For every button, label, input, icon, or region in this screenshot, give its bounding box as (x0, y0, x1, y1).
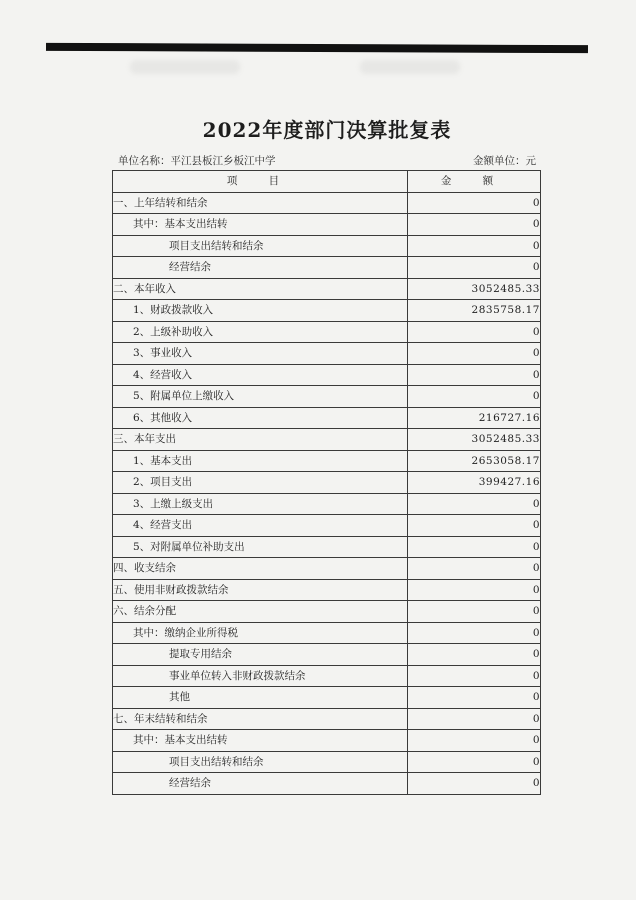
row-label: 其中：基本支出结转 (113, 730, 408, 752)
row-label: 五、使用非财政拨款结余 (113, 579, 408, 601)
row-amount: 0 (408, 558, 541, 580)
table-row (113, 278, 541, 300)
budget-approval-sheet (112, 118, 542, 795)
scan-smudge (130, 60, 240, 74)
table-row (113, 644, 541, 666)
row-amount: 0 (408, 386, 541, 408)
row-amount: 0 (408, 536, 541, 558)
table-row (113, 386, 541, 408)
table-row (113, 343, 541, 365)
table-row (113, 751, 541, 773)
row-label: 其他 (113, 687, 408, 709)
currency-unit-label: 金额单位：元 (473, 155, 536, 167)
row-label: 三、本年支出 (113, 429, 408, 451)
row-amount: 0 (408, 257, 541, 279)
table-header-row (113, 171, 541, 193)
row-amount: 0 (408, 601, 541, 623)
row-label: 5、附属单位上缴收入 (113, 386, 408, 408)
row-amount: 2653058.17 (408, 450, 541, 472)
table-row (113, 450, 541, 472)
table-row (113, 192, 541, 214)
document-meta (112, 154, 542, 168)
row-label: 5、对附属单位补助支出 (113, 536, 408, 558)
row-amount: 0 (408, 235, 541, 257)
scan-smudge (360, 60, 460, 74)
row-label: 提取专用结余 (113, 644, 408, 666)
row-label: 4、经营收入 (113, 364, 408, 386)
table-row (113, 214, 541, 236)
table-row (113, 622, 541, 644)
row-amount: 0 (408, 321, 541, 343)
row-amount: 0 (408, 665, 541, 687)
row-amount: 0 (408, 343, 541, 365)
scan-top-edge (46, 43, 588, 53)
row-amount: 399427.16 (408, 472, 541, 494)
row-label: 2、上级补助收入 (113, 321, 408, 343)
table-row (113, 300, 541, 322)
table-row (113, 472, 541, 494)
row-label: 3、上缴上级支出 (113, 493, 408, 515)
row-amount: 0 (408, 773, 541, 795)
table-row (113, 665, 541, 687)
row-label: 一、上年结转和结余 (113, 192, 408, 214)
row-label: 经营结余 (113, 257, 408, 279)
table-row (113, 257, 541, 279)
row-amount: 0 (408, 214, 541, 236)
row-amount: 0 (408, 708, 541, 730)
row-amount: 0 (408, 730, 541, 752)
row-amount: 3052485.33 (408, 278, 541, 300)
table-row (113, 773, 541, 795)
table-row (113, 429, 541, 451)
table-row (113, 730, 541, 752)
row-amount: 0 (408, 579, 541, 601)
row-amount: 2835758.17 (408, 300, 541, 322)
row-label: 1、基本支出 (113, 450, 408, 472)
row-amount: 0 (408, 364, 541, 386)
table-row (113, 708, 541, 730)
table-row (113, 235, 541, 257)
row-label: 4、经营支出 (113, 515, 408, 537)
row-label: 经营结余 (113, 773, 408, 795)
unit-name-label: 单位名称：平江县板江乡板江中学 (118, 155, 276, 167)
table-row (113, 536, 541, 558)
table-row (113, 493, 541, 515)
table-row (113, 579, 541, 601)
row-label: 项目支出结转和结余 (113, 751, 408, 773)
row-label: 六、结余分配 (113, 601, 408, 623)
row-label: 其中：缴纳企业所得税 (113, 622, 408, 644)
table-row (113, 407, 541, 429)
row-amount: 0 (408, 493, 541, 515)
row-amount: 0 (408, 751, 541, 773)
table-row (113, 687, 541, 709)
row-amount: 0 (408, 622, 541, 644)
row-amount: 0 (408, 644, 541, 666)
row-label: 3、事业收入 (113, 343, 408, 365)
row-amount: 0 (408, 687, 541, 709)
row-label: 2、项目支出 (113, 472, 408, 494)
row-label: 七、年末结转和结余 (113, 708, 408, 730)
table-row (113, 515, 541, 537)
budget-table (112, 170, 541, 795)
column-header-item: 项 目 (113, 171, 408, 193)
row-label: 1、财政拨款收入 (113, 300, 408, 322)
row-label: 6、其他收入 (113, 407, 408, 429)
row-label: 其中：基本支出结转 (113, 214, 408, 236)
row-amount: 0 (408, 192, 541, 214)
row-amount: 0 (408, 515, 541, 537)
row-amount: 3052485.33 (408, 429, 541, 451)
table-row (113, 364, 541, 386)
column-header-amount: 金 额 (408, 171, 541, 193)
table-row (113, 601, 541, 623)
row-label: 四、收支结余 (113, 558, 408, 580)
row-label: 二、本年收入 (113, 278, 408, 300)
row-label: 项目支出结转和结余 (113, 235, 408, 257)
table-row (113, 558, 541, 580)
row-label: 事业单位转入非财政拨款结余 (113, 665, 408, 687)
table-row (113, 321, 541, 343)
row-amount: 216727.16 (408, 407, 541, 429)
document-title: 2022年度部门决算批复表 (202, 118, 452, 142)
